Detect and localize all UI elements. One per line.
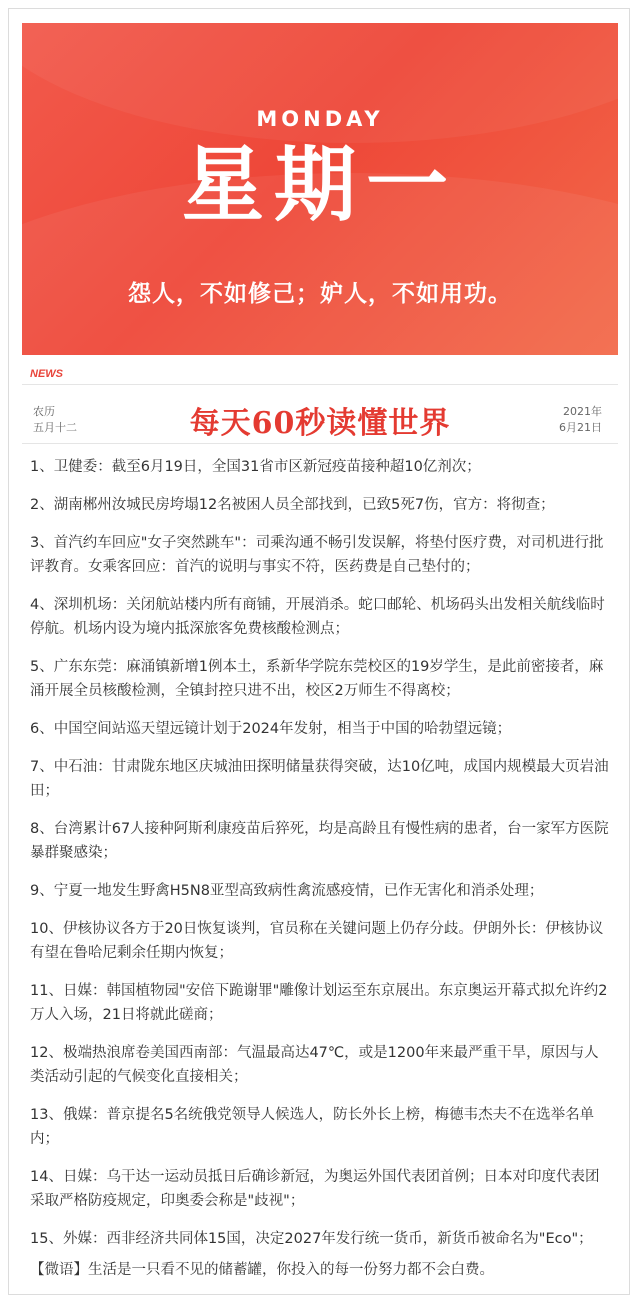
weekday-chinese: 星期一 xyxy=(181,137,458,233)
lunar-label: 农历 xyxy=(33,405,55,418)
banner-motto: 怨人，不如修己；妒人，不如用功。 xyxy=(128,280,512,307)
news-list xyxy=(30,455,612,1265)
news-item: 8、台湾累计67人接种阿斯利康疫苗后猝死，均是高龄且有慢性病的患者，台一家军方医院暴群聚感染； xyxy=(30,821,609,861)
weekday-english: MONDAY xyxy=(256,107,384,131)
news-item: 3、首汽约车回应"女子突然跳车"：司乘沟通不畅引发误解，将垫付医疗费，对司机进行批评教育。女乘客回应：首汽的说明与事实不符，医药费是自己垫付的； xyxy=(30,535,604,575)
news-item: 2、湖南郴州汝城民房垮塌12名被困人员全部找到，已致5死7伤，官方：将彻查； xyxy=(30,497,555,513)
date-year: 2021年 xyxy=(563,405,602,418)
news-item: 10、伊核协议各方于20日恢复谈判，官员称在关键问题上仍存分歧。伊朗外长：伊核协议有望在鲁哈尼剩余任期内恢复； xyxy=(30,921,604,961)
news-item: 12、极端热浪席卷美国西南部：气温最高达47℃，或是1200年来最严重干旱，原因与人类活动引起的气候变化直接相关； xyxy=(30,1045,599,1085)
day-banner xyxy=(22,23,618,355)
daily-quote: 【微语】生活是一只看不见的储蓄罐，你投入的每一份努力都不会白费。 xyxy=(30,1262,494,1278)
lunar-day: 五月十二 xyxy=(33,421,77,434)
page-title: 每天60秒读懂世界 xyxy=(189,406,451,441)
header-divider xyxy=(22,443,618,444)
news-item: 15、外媒：西非经济共同体15国，决定2027年发行统一货币，新货币被命名为"Eco"； xyxy=(30,1231,593,1247)
news-item: 9、宁夏一地发生野禽H5N8亚型高致病性禽流感疫情，已作无害化和消杀处理； xyxy=(30,883,544,899)
calendar-date xyxy=(559,404,602,436)
news-tag: NEWS xyxy=(30,368,63,380)
news-item: 4、深圳机场：关闭航站楼内所有商铺，开展消杀。蛇口邮轮、机场码头出发相关航线临时停航。机场内设为境内抵深旅客免费核酸检测点； xyxy=(30,597,605,637)
news-item: 1、卫健委：截至6月19日，全国31省市区新冠疫苗接种超10亿剂次； xyxy=(30,459,481,475)
news-item: 7、中石油：甘肃陇东地区庆城油田探明储量获得突破，达10亿吨，成国内规模最大页岩油田； xyxy=(30,759,609,799)
news-item: 14、日媒：乌干达一运动员抵日后确诊新冠，为奥运外国代表团首例；日本对印度代表团采取严格防疫规定，印奥委会称是"歧视"； xyxy=(30,1169,600,1209)
top-divider xyxy=(22,384,618,385)
date-day: 6月21日 xyxy=(559,421,602,434)
news-item: 11、日媒：韩国植物园"安倍下跪谢罪"雕像计划运至东京展出。东京奥运开幕式拟允许约2万人入场，21日将就此磋商； xyxy=(30,983,608,1023)
news-item: 5、广东东莞：麻涌镇新增1例本土，系新华学院东莞校区的19岁学生，是此前密接者，麻涌开展全员核酸检测，全镇封控只进不出，校区2万师生不得离校； xyxy=(30,659,604,699)
news-item: 6、中国空间站巡天望远镜计划于2024年发射，相当于中国的哈勃望远镜； xyxy=(30,721,512,737)
news-item: 13、俄媒：普京提名5名统俄党领导人候选人，防长外长上榜，梅德韦杰夫不在选举名单内； xyxy=(30,1107,595,1147)
